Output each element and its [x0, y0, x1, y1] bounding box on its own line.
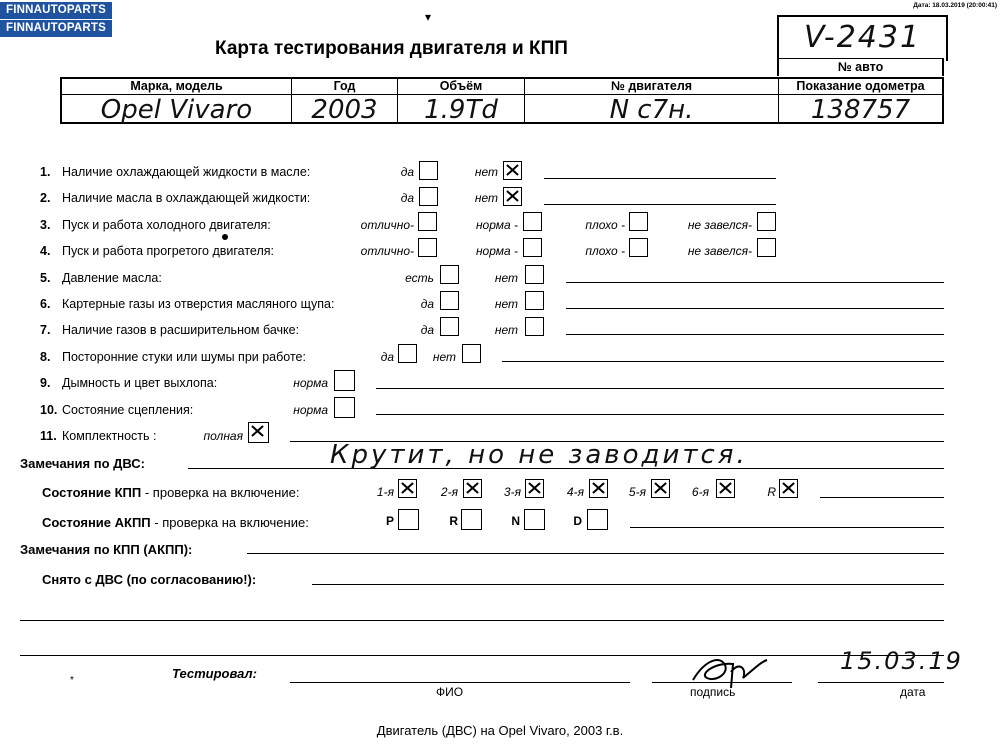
- checkbox-yes[interactable]: [419, 161, 438, 180]
- option-label: отлично-: [360, 218, 414, 232]
- checkbox-gear-6[interactable]: [716, 479, 735, 498]
- note-line: [20, 620, 944, 621]
- engine-number-value: N c7н.: [609, 95, 694, 125]
- checkbox-bad[interactable]: [629, 238, 648, 257]
- gear-label: 2-я: [440, 485, 458, 499]
- checkbox-normal[interactable]: [334, 370, 355, 391]
- col-odometer: [779, 79, 942, 125]
- auto-gearbox-label: [42, 515, 309, 530]
- checkbox-no-start[interactable]: [757, 238, 776, 257]
- checkbox-normal[interactable]: [523, 212, 542, 231]
- check-question: Картерные газы из отверстия масляного щупа:: [62, 297, 335, 311]
- checkbox-mode-p[interactable]: [398, 509, 419, 530]
- option-label: нет: [474, 165, 498, 179]
- note-line: [544, 204, 776, 205]
- checkbox-yes[interactable]: [440, 291, 459, 310]
- col-volume: [398, 79, 525, 125]
- option-label: есть: [405, 271, 434, 285]
- check-question: Комплектность :: [62, 429, 157, 443]
- col-label: Объём: [439, 79, 483, 93]
- note-line: [566, 282, 944, 283]
- option-label: плохо -: [585, 244, 625, 258]
- checkbox-gear-5[interactable]: [651, 479, 670, 498]
- checkbox-gear-2[interactable]: [463, 479, 482, 498]
- gearbox-label-bold: Состояние КПП: [42, 485, 142, 500]
- note-line: [502, 361, 944, 362]
- item-number: 11.: [40, 429, 57, 443]
- option-label: полная: [203, 429, 243, 443]
- no-auto-label: № авто: [777, 58, 944, 76]
- gear-label: 1-я: [376, 485, 394, 499]
- mode-label: P: [385, 514, 394, 528]
- note-line: [376, 414, 944, 415]
- item-number: 1.: [40, 165, 51, 179]
- item-number: 6.: [40, 297, 51, 311]
- tested-label: Тестировал:: [172, 666, 257, 681]
- checkbox-complete[interactable]: [248, 422, 269, 443]
- option-label: норма: [293, 403, 328, 417]
- col-make-model: [62, 79, 292, 125]
- date-label: дата: [900, 685, 926, 699]
- checkbox-no[interactable]: [525, 265, 544, 284]
- option-label: нет: [474, 191, 498, 205]
- arrow-mark-icon: ▾: [425, 10, 432, 24]
- option-label: нет: [494, 271, 518, 285]
- removed-label: Снято с ДВС (по согласованию!):: [42, 572, 257, 587]
- checkbox-yes[interactable]: [419, 187, 438, 206]
- year-value: 2003: [311, 95, 378, 125]
- fio-line: [290, 682, 630, 683]
- image-caption: Двигатель (ДВС) на Opel Vivaro, 2003 г.в.: [376, 723, 624, 738]
- note-line: [312, 584, 944, 585]
- vehicle-number: V-2431: [803, 20, 922, 55]
- note-line: [566, 308, 944, 309]
- volume-value: 1.9Td: [424, 95, 498, 125]
- mode-label: N: [511, 514, 520, 528]
- check-question: Наличие масла в охлаждающей жидкости:: [62, 191, 311, 205]
- item-number: 3.: [40, 218, 51, 232]
- checkbox-no[interactable]: [525, 317, 544, 336]
- option-label: нет: [494, 297, 518, 311]
- col-label: Год: [333, 79, 356, 93]
- gear-label: 6-я: [691, 485, 709, 499]
- item-number: 5.: [40, 271, 51, 285]
- handwritten-signature: [685, 650, 775, 695]
- odometer-value: 138757: [810, 95, 911, 125]
- checkbox-no[interactable]: [503, 161, 522, 180]
- check-question: Наличие охлаждающей жидкости в масле:: [62, 165, 311, 179]
- option-label: норма -: [475, 218, 518, 232]
- item-number: 4.: [40, 244, 51, 258]
- option-label: не завелся-: [687, 244, 752, 258]
- checkbox-yes[interactable]: [440, 317, 459, 336]
- date-stamp: Дата: 18.03.2019 (20:00:41): [913, 2, 997, 9]
- checkbox-bad[interactable]: [629, 212, 648, 231]
- checkbox-gear-4[interactable]: [589, 479, 608, 498]
- check-question: Состояние сцепления:: [62, 403, 194, 417]
- vehicle-number-box: [777, 15, 948, 61]
- checkbox-normal[interactable]: [334, 397, 355, 418]
- check-question: Давление масла:: [62, 271, 162, 285]
- auto-gearbox-label-bold: Состояние АКПП: [42, 515, 151, 530]
- engine-remarks-label: Замечания по ДВС:: [20, 456, 145, 471]
- mode-label: R: [449, 514, 458, 528]
- option-label: да: [380, 350, 394, 364]
- check-question: Наличие газов в расширительном бачке:: [62, 323, 300, 337]
- col-label: Марка, модель: [130, 79, 223, 93]
- checkbox-normal[interactable]: [523, 238, 542, 257]
- option-label: отлично-: [360, 244, 414, 258]
- checkbox-no[interactable]: [503, 187, 522, 206]
- gearbox-remarks-label: Замечания по КПП (АКПП):: [20, 542, 193, 557]
- auto-gearbox-label-rest: - проверка на включение:: [150, 515, 309, 530]
- check-question: Пуск и работа холодного двигателя:: [62, 218, 271, 232]
- make-model-value: Opel Vivaro: [100, 95, 253, 125]
- form-title: Карта тестирования двигателя и КПП: [215, 38, 568, 59]
- signature-label: подпись: [690, 685, 736, 699]
- option-label: да: [400, 191, 414, 205]
- item-number: 9.: [40, 376, 51, 390]
- date-line: [818, 682, 944, 683]
- gearbox-label: [42, 485, 299, 500]
- checkbox-excellent[interactable]: [418, 238, 437, 257]
- item-number: 2.: [40, 191, 51, 205]
- option-label: норма: [293, 376, 328, 390]
- watermark-logo-bottom: FINNAUTOPARTS: [0, 20, 112, 37]
- item-number: 8.: [40, 350, 51, 364]
- checkbox-excellent[interactable]: [418, 212, 437, 231]
- checkbox-mode-n[interactable]: [524, 509, 545, 530]
- gear-label: 4-я: [566, 485, 584, 499]
- option-label: нет: [432, 350, 456, 364]
- vehicle-header-table: [60, 77, 944, 124]
- mode-label: D: [573, 514, 582, 528]
- check-question: Дымность и цвет выхлопа:: [62, 376, 218, 390]
- checkbox-mode-d[interactable]: [587, 509, 608, 530]
- col-label: Показание одометра: [796, 79, 925, 93]
- item-number: 10.: [40, 403, 58, 417]
- watermark-logo-top: FINNAUTOPARTS: [0, 2, 112, 19]
- check-question: Посторонние стуки или шумы при работе:: [62, 350, 306, 364]
- gear-label: 5-я: [628, 485, 646, 499]
- option-label: да: [420, 323, 434, 337]
- checkbox-no[interactable]: [462, 344, 481, 363]
- option-label: не завелся-: [687, 218, 752, 232]
- item-number: 7.: [40, 323, 51, 337]
- checkbox-gear-reverse[interactable]: [779, 479, 798, 498]
- note-line: [566, 334, 944, 335]
- test-date-value: 15.03.19: [840, 647, 963, 675]
- option-label: да: [420, 297, 434, 311]
- option-label: плохо -: [585, 218, 625, 232]
- gear-label: R: [767, 485, 776, 499]
- engine-remarks-text: Крутит, но не заводится.: [330, 440, 748, 470]
- check-question: Пуск и работа прогретого двигателя:: [62, 244, 274, 258]
- note-line: [544, 178, 776, 179]
- note-line: [376, 388, 944, 389]
- checkbox-gear-1[interactable]: [398, 479, 417, 498]
- checkbox-no-start[interactable]: [757, 212, 776, 231]
- col-label: № двигателя: [610, 79, 693, 93]
- option-label: нет: [494, 323, 518, 337]
- ink-dot: [222, 234, 228, 240]
- note-line: [820, 497, 944, 498]
- option-label: да: [400, 165, 414, 179]
- option-label: норма -: [475, 244, 518, 258]
- checkbox-mode-r[interactable]: [461, 509, 482, 530]
- col-year: [292, 79, 398, 125]
- gear-label: 3-я: [503, 485, 521, 499]
- checkbox-no[interactable]: [525, 291, 544, 310]
- gearbox-label-rest: - проверка на включение:: [141, 485, 300, 500]
- note-line: [630, 527, 944, 528]
- col-engine-number: [525, 79, 779, 125]
- checkbox-gear-3[interactable]: [525, 479, 544, 498]
- ink-dot: *: [70, 675, 74, 686]
- note-line: [247, 553, 944, 554]
- checkbox-yes[interactable]: [398, 344, 417, 363]
- fio-label: ФИО: [436, 685, 464, 699]
- checkbox-yes[interactable]: [440, 265, 459, 284]
- note-line: [20, 655, 944, 656]
